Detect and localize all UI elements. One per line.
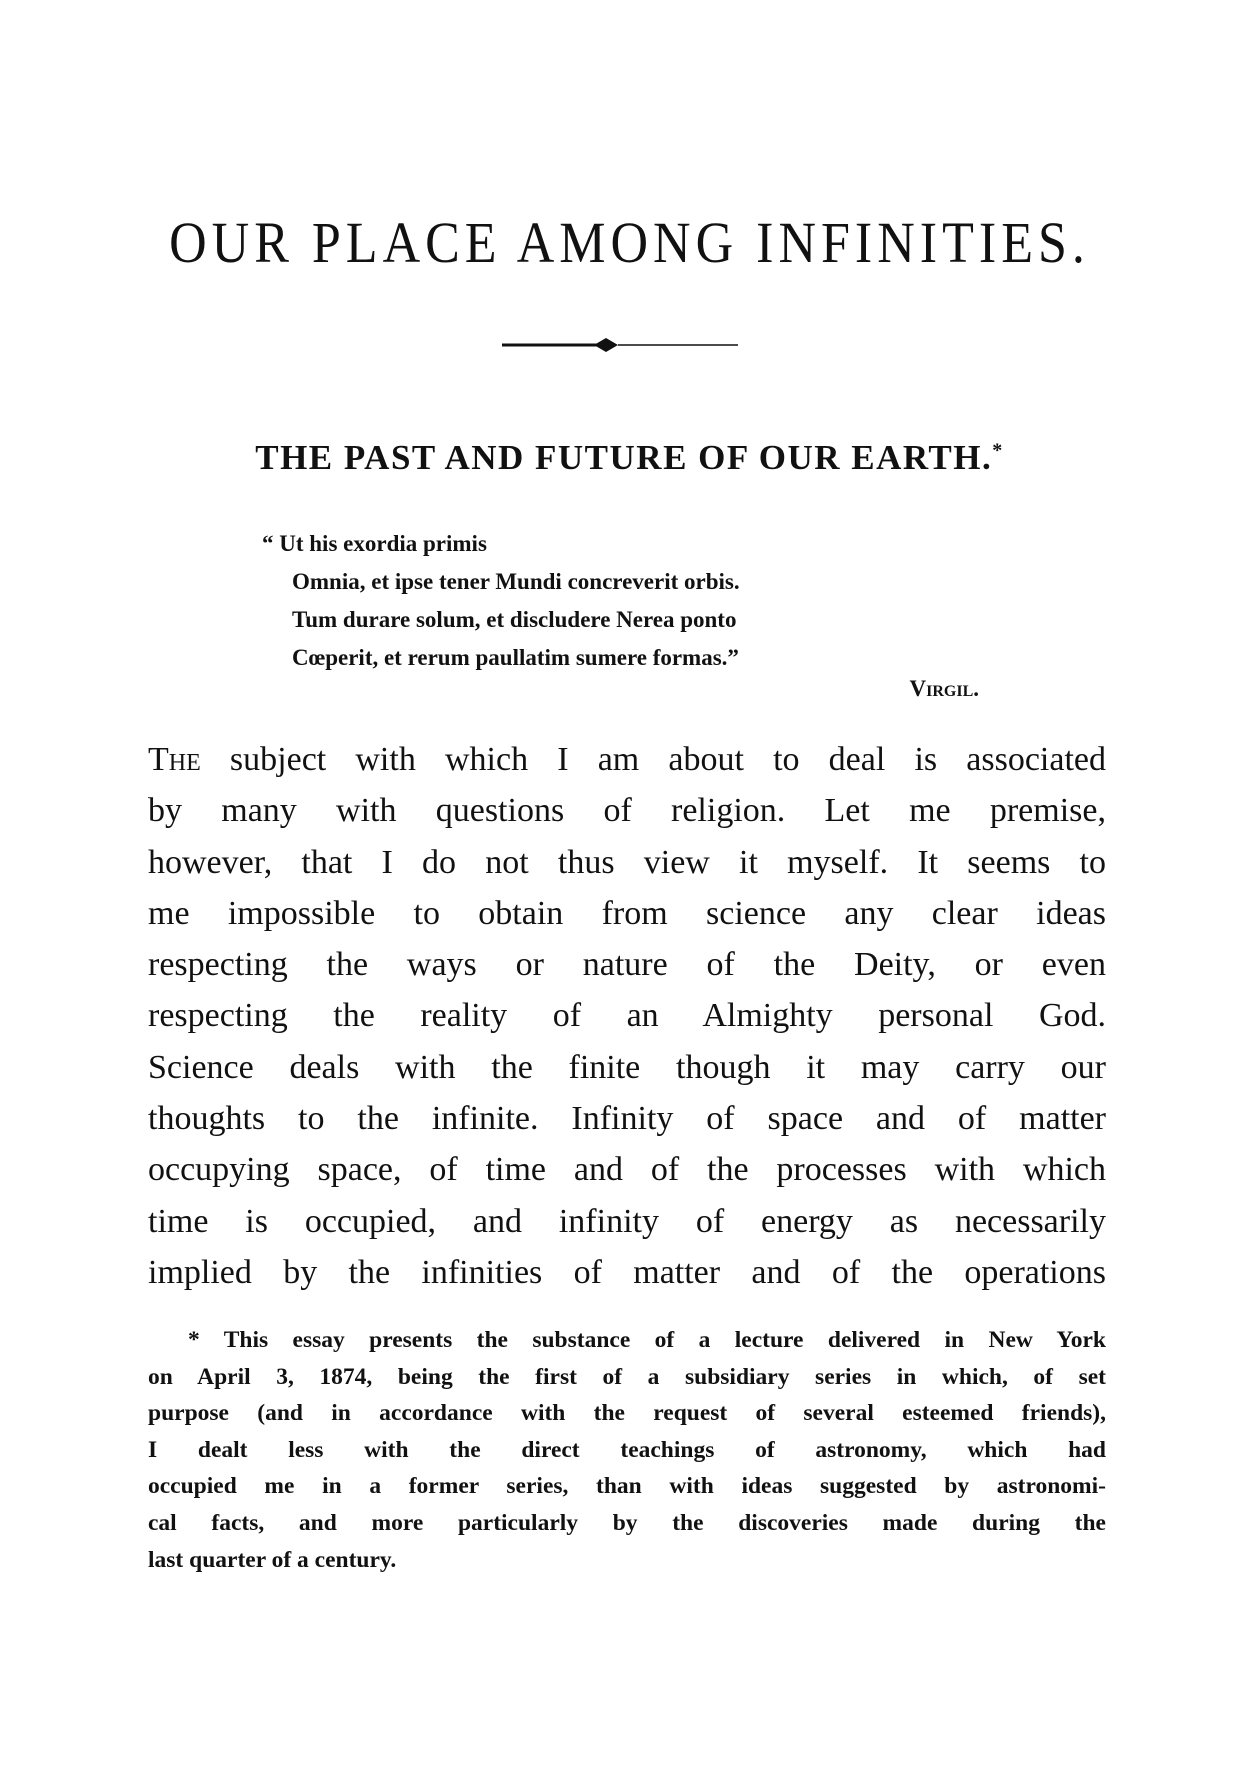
epigraph-author: Virgil. [909, 676, 979, 701]
body-paragraph [148, 734, 1106, 1298]
subtitle-text: THE PAST AND FUTURE OF OUR EARTH. [255, 438, 993, 477]
footnote-line: cal facts, and more particularly by the discoveries made during the [148, 1509, 1106, 1536]
rule-diamond-ornament-icon [502, 335, 738, 355]
body-line: Science deals with the finite though it may carry our [148, 1048, 1106, 1086]
epigraph-line: Cœperit, et rerum paullatim sumere formas.” [292, 645, 739, 670]
body-line: me impossible to obtain from science any clear ideas [148, 894, 1106, 932]
body-line: thoughts to the infinite. Infinity of space and of matter [148, 1100, 1106, 1138]
body-line: however, that I do not thus view it myself. It seems to [148, 843, 1106, 881]
body-line: time is occupied, and infinity of energy as necessarily [148, 1202, 1106, 1240]
footnote-line: * This essay presents the substance of a lecture delivered in New York [188, 1327, 1106, 1353]
body-line-text: subject with which I am about to deal is associated [229, 741, 1106, 778]
footnote-line: occupied me in a former series, than with ideas suggested by astronomi- [148, 1473, 1106, 1500]
body-line: respecting the ways or nature of the Deity, or even [148, 946, 1106, 984]
footnote [148, 1322, 1106, 1578]
body-line: respecting the reality of an Almighty personal God. [148, 997, 1106, 1035]
footnote-line: purpose (and in accordance with the request of several esteemed friends), [148, 1400, 1106, 1427]
lead-word: The [148, 741, 201, 778]
footnote-line: I dealt less with the direct teachings of astronomy, which had [148, 1436, 1106, 1463]
body-line: occupying space, of time and of the processes with which [148, 1151, 1106, 1189]
footnote-marker: * [992, 439, 1004, 462]
chapter-subtitle [0, 438, 1259, 478]
epigraph [262, 525, 982, 701]
epigraph-line: “ Ut his exordia primis [262, 531, 487, 556]
body-line: implied by the infinities of matter and of the operations [148, 1253, 1106, 1291]
epigraph-line: Tum durare solum, et discludere Nerea ponto [292, 607, 737, 632]
body-line: by many with questions of religion. Let me premise, [148, 792, 1106, 830]
footnote-line: last quarter of a century. [148, 1546, 397, 1573]
body-line [148, 734, 1106, 785]
footnote-line: on April 3, 1874, being the first of a subsidiary series in which, of set [148, 1363, 1106, 1390]
page-title: OUR PLACE AMONG INFINITIES. [169, 211, 1090, 276]
epigraph-line: Omnia, et ipse tener Mundi concreverit orbis. [292, 569, 740, 594]
